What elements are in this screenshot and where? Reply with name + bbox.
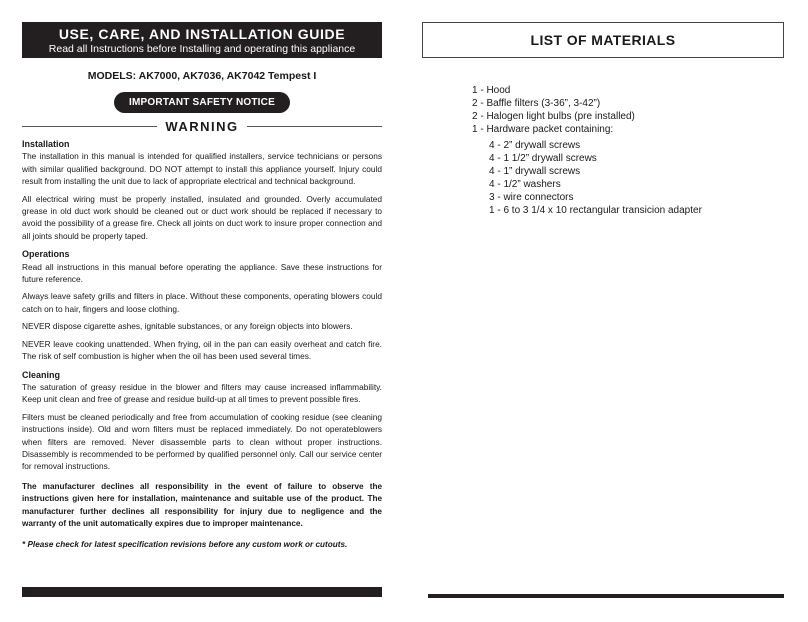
left-footer-bar [22,587,382,597]
operations-paragraph: Read all instructions in this manual before operating the appliance. Save these instructions for future reference. [22,261,382,285]
manufacturer-disclaimer: The manufacturer declines all responsibility in the event of failure to observe the instructions given here for installation, maintenance and suitable use of the product. The manufacturer further declines all responsibility for injury due to negligence and the warranty of the unit automatically expires due to improper maintenance. [22,481,382,528]
section-heading-installation: Installation [22,139,70,149]
right-page [422,22,784,217]
guide-subtitle: Read all Instructions before Installing and operating this appliance [48,43,356,55]
warning-body [22,138,382,552]
hardware-item: 1 - 6 to 3 1/4 x 10 rectangular transicion adapter [489,205,702,216]
material-item: 2 - Baffle filters (3-36”, 3-42”) [472,98,601,109]
installation-paragraph: All electrical wiring must be properly installed, insulated and grounded. Overly accumulated grease in old duct work should be cleaned out or duct work should be replaced if necessary to avoid the possibility of a grease fire. Check all joints on duct work to insure proper connection and all joints should be properly taped. [22,193,382,241]
hardware-item: 4 - 1/2” washers [489,179,561,190]
hardware-packet-list [489,139,784,217]
operations-paragraph: Always leave safety grills and filters in place. Without these components, operating blowers could catch on to hair, fingers and loose clothing. [22,291,382,314]
operations-paragraph: NEVER leave cooking unattended. When frying, oil in the pan can easily overheat and catch fire. The risk of self combustion is higher when the oil has been used several times. [22,338,382,362]
safety-notice-badge: IMPORTANT SAFETY NOTICE [114,92,290,113]
material-item: 1 - Hood [472,85,511,96]
cleaning-paragraph: The saturation of greasy residue in the blower and filters may cause increased inflammability. Keep unit clean and free of grease and residue build-up at all times to prevent possible fires. [22,381,382,405]
guide-title: USE, CARE, AND INSTALLATION GUIDE [58,26,346,42]
section-heading-cleaning: Cleaning [22,369,61,380]
hardware-item: 4 - 2” drywall screws [489,140,581,151]
right-footer-bar [428,594,784,598]
guide-title-bar [22,22,382,58]
warning-heading [22,119,382,134]
hardware-item: 3 - wire connectors [489,192,574,203]
warning-label: WARNING [165,119,239,134]
warning-rule-left [22,126,157,127]
models-line: MODELS: AK7000, AK7036, AK7042 Tempest I [87,70,317,82]
hardware-item: 4 - 1” drywall screws [489,166,581,177]
materials-list [472,84,784,217]
materials-title-box [422,22,784,58]
installation-paragraph: The installation in this manual is intended for qualified installers, service technicians or persons with similar qualified background. DO NOT attempt to install this appliance yourself. Injury could result from installing the unit due to lack of appropriate electrical and technical background. [22,151,382,187]
safety-notice-wrap [22,92,382,113]
materials-title: LIST OF MATERIALS [530,32,676,48]
left-page [22,22,382,552]
section-heading-operations: Operations [22,249,70,260]
operations-paragraph: NEVER dispose cigarette ashes, ignitable substances, or any foreign objects into blowers. [22,321,353,332]
hardware-item: 4 - 1 1/2” drywall screws [489,153,597,164]
cleaning-paragraph: Filters must be cleaned periodically and free from accumulation of cooking residue (see cleaning instructions inside). Old and worn filters must be replaced immediately. Do not operateblowers when filters are removed. Never disassemble parts to clean without proper instructions. Disassembly is recommended to be performed by qualified personnel only. Call our service center for removal instructions. [22,411,382,472]
material-item: 1 - Hardware packet containing: [472,124,614,135]
specification-note: * Please check for latest specification revisions before any custom work or cutouts. [22,540,348,550]
warning-rule-right [247,126,382,127]
material-item: 2 - Halogen light bulbs (pre installed) [472,111,635,122]
